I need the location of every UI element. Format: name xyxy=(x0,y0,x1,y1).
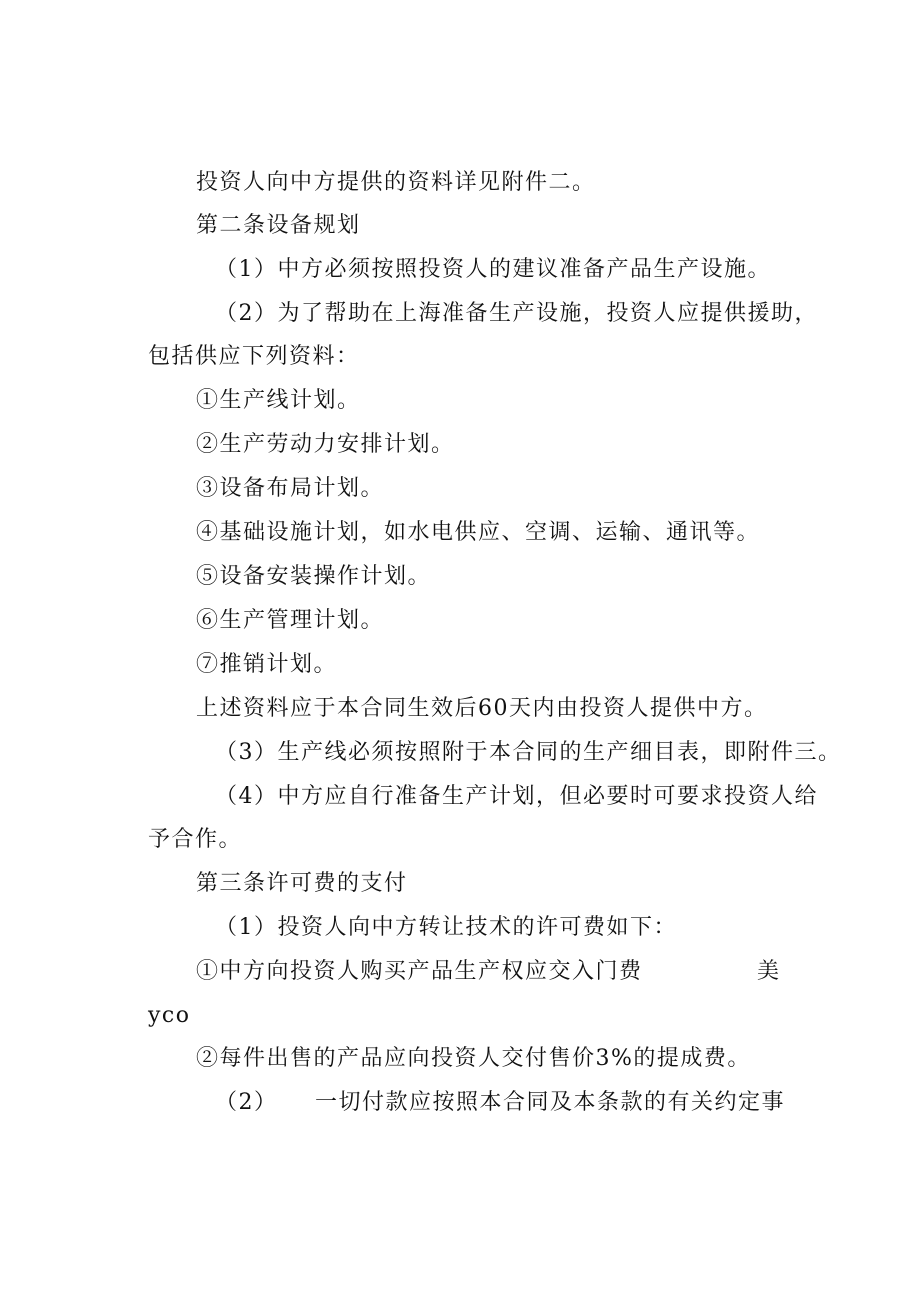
text-line: 包括供应下列资料： xyxy=(148,344,360,369)
list-item: ⑥生产管理计划。 xyxy=(196,608,385,633)
list-item: ①生产线计划。 xyxy=(196,388,361,413)
text-line: （3）生产线必须按照附于本合同的生产细目表，即附件三。 xyxy=(215,740,842,765)
section-heading: 第三条许可费的支付 xyxy=(196,871,408,896)
list-item: ②每件出售的产品应向投资人交付售价3%的提成费。 xyxy=(196,1046,751,1071)
text-fragment: 美 xyxy=(757,959,781,984)
list-item: ①中方向投资人购买产品生产权应交入门费 xyxy=(196,959,643,984)
text-line: （2） xyxy=(215,1090,278,1115)
text-line: （1）投资人向中方转让技术的许可费如下： xyxy=(215,915,677,940)
text-line: 上述资料应于本合同生效后60天内由投资人提供中方。 xyxy=(196,696,768,721)
text-line: （4）中方应自行准备生产计划，但必要时可要求投资人给 xyxy=(215,784,818,809)
section-heading: 第二条设备规划 xyxy=(196,213,361,238)
list-item: ③设备布局计划。 xyxy=(196,476,385,501)
list-item: ④基础设施计划，如水电供应、空调、运输、通讯等。 xyxy=(196,520,761,545)
text-line: 投资人向中方提供的资料详见附件二。 xyxy=(196,170,596,195)
text-line: 予合作。 xyxy=(148,827,243,852)
text-line: （2）为了帮助在上海准备生产设施，投资人应提供援助， xyxy=(215,301,818,326)
list-item: ⑤设备安装操作计划。 xyxy=(196,564,432,589)
text-line: 一切付款应按照本合同及本条款的有关约定事 xyxy=(315,1090,786,1115)
text-line: yco xyxy=(148,1003,191,1028)
list-item: ②生产劳动力安排计划。 xyxy=(196,432,455,457)
text-line: （1）中方必须按照投资人的建议准备产品生产设施。 xyxy=(215,257,771,282)
list-item: ⑦推销计划。 xyxy=(196,652,338,677)
